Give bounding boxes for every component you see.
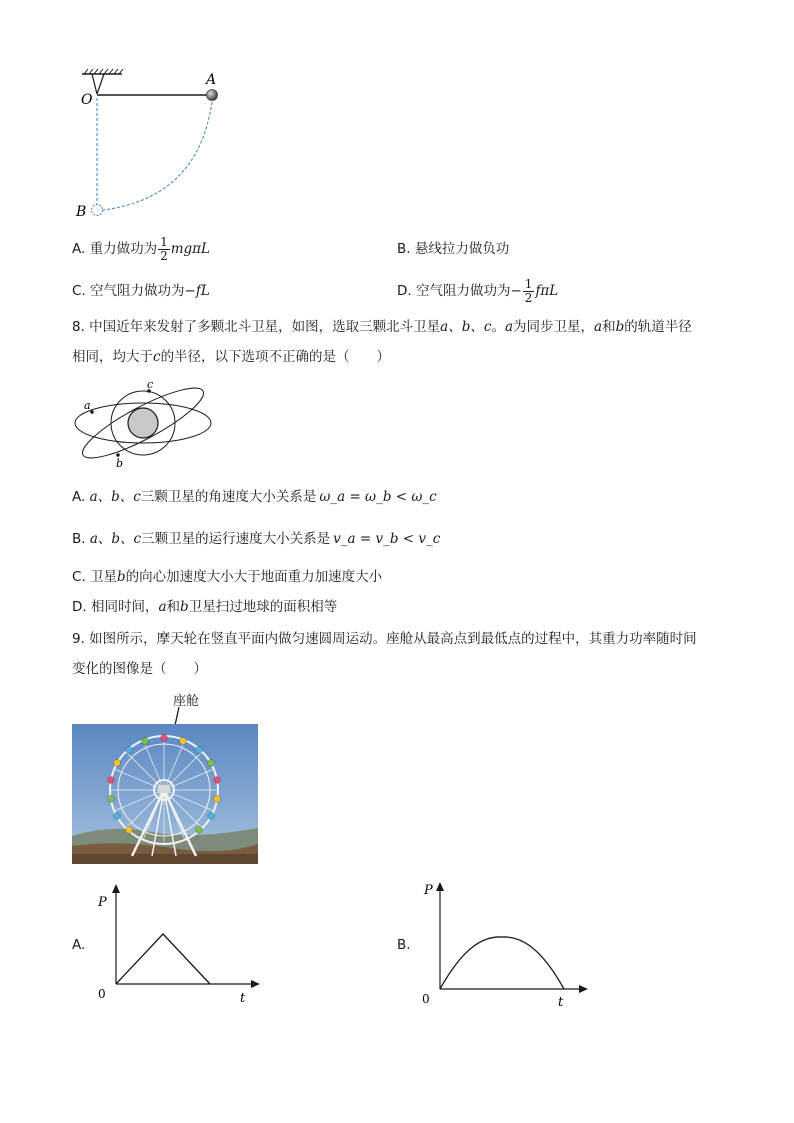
q7-option-c[interactable]: C. 空气阻力做功为−fL — [72, 283, 210, 299]
label-c: c — [147, 378, 154, 391]
label-O: O — [81, 92, 93, 108]
fraction: $\frac{1}{2}$ — [160, 234, 168, 263]
q7-option-a[interactable]: A. 重力做功为 $\frac{1}{2}$ mgπL — [72, 234, 211, 263]
q7-option-d[interactable]: D. 空气阻力做功为− $\frac{1}{2}$ fπL — [397, 276, 559, 305]
q8-option-b[interactable]: B. a、b、c三颗卫星的运行速度大小关系是 v_a = v_b < v_c — [72, 531, 441, 547]
pendulum-figure — [70, 66, 230, 226]
graph-b-letter[interactable]: B. — [397, 937, 411, 953]
graph-b-xlabel: t — [558, 995, 564, 1010]
graph-a[interactable] — [88, 880, 268, 1010]
orbit-figure — [70, 377, 220, 473]
q8-stem-line2: 相同，均大于c的半径，以下选项不正确的是（ ） — [72, 349, 391, 365]
graph-a-letter[interactable]: A. — [72, 937, 86, 953]
q8-option-a[interactable]: A. a、b、c三颗卫星的角速度大小关系是 ω_a = ω_b < ω_c — [72, 489, 437, 505]
q8-option-c[interactable]: C. 卫星b的向心加速度大小大于地面重力加速度大小 — [72, 569, 383, 585]
q9-stem-line2: 变化的图像是（ ） — [72, 661, 207, 677]
q9-stem-line1: 9. 如图所示，摩天轮在竖直平面内做匀速圆周运动。座舱从最高点到最低点的过程中，其重力功率随时间 — [72, 631, 697, 647]
cabin-label: 座舱 — [173, 694, 200, 709]
graph-b[interactable] — [412, 876, 597, 1011]
graph-b-ylabel: P — [424, 883, 433, 898]
label-a: a — [84, 399, 91, 412]
ferris-wheel-photo — [72, 724, 258, 864]
graph-a-origin: 0 — [98, 987, 106, 1001]
label-b: b — [116, 457, 124, 470]
q7-option-b[interactable]: B. 悬线拉力做负功 — [397, 241, 510, 257]
graph-a-ylabel: P — [98, 895, 107, 910]
fraction: $\frac{1}{2}$ — [524, 276, 533, 305]
graph-a-xlabel: t — [240, 991, 246, 1006]
q8-option-d[interactable]: D. 相同时间，a和b卫星扫过地球的面积相等 — [72, 599, 338, 615]
graph-b-origin: 0 — [422, 992, 430, 1006]
q8-stem-line1: 8. 中国近年来发射了多颗北斗卫星，如图，选取三颗北斗卫星a、b、c。a为同步卫星，a和b的轨道半径 — [72, 319, 692, 335]
label-B: B — [76, 204, 87, 220]
label-A: A — [206, 72, 217, 88]
